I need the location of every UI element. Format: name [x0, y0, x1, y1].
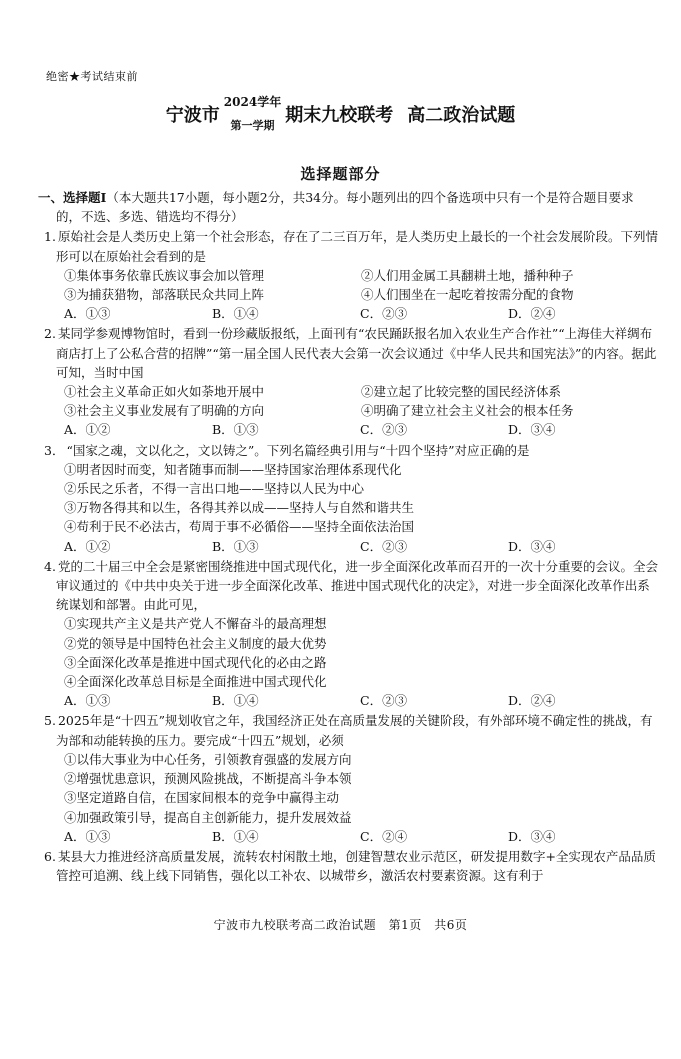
option-statement: ④全面深化改革总目标是全面推进中国式现代化 — [64, 674, 327, 690]
question-stem: 2025年是“十四五”规划收官之年，我国经济正处在高质量发展的关键阶段，有外部环境不确定性的挑战，有为部和动能转换的压力。要完成“十四五”规划，必须 — [56, 713, 653, 748]
answer-c: C．②③ — [360, 538, 408, 554]
question-1 — [38, 227, 658, 323]
answer-d: D．③④ — [508, 538, 556, 554]
option-statement: ②人们用金属工具翻耕土地，播种种子 — [361, 267, 574, 283]
answer-a: A．①② — [64, 538, 111, 554]
option-statement: ④明确了建立社会主义社会的根本任务 — [361, 403, 574, 419]
answer-choices — [38, 691, 658, 710]
title-year: 2024学年 — [223, 95, 282, 109]
option-statement: ②乐民之乐者，不得一言出口地——坚持以人民为中心 — [64, 481, 365, 497]
option-statement: ③社会主义事业发展有了明确的方向 — [64, 403, 265, 419]
question-6 — [38, 847, 658, 885]
option-statement: ③万物各得其和以生，各得其养以成——坚持人与自然和谐共生 — [64, 500, 415, 516]
option-statement: ①明者因时而变，知者随事而制——坚持国家治理体系现代化 — [64, 461, 402, 477]
question-number: 6. — [44, 848, 56, 864]
question-number: 2. — [44, 326, 56, 342]
question-4 — [38, 557, 658, 711]
intro-label: 一、选择题Ⅰ — [38, 190, 107, 205]
answer-b: B．①③ — [212, 538, 259, 554]
option-statement: ②建立起了比较完整的国民经济体系 — [361, 384, 562, 400]
title-semester: 第一学期 — [230, 119, 275, 132]
answer-choices — [38, 420, 658, 439]
option-statement: ④加强政策引导，提高自主创新能力，提升发展效益 — [64, 809, 352, 825]
question-number: 1. — [44, 229, 56, 245]
option-statement: ③坚定道路自信，在国家间根本的竞争中赢得主动 — [64, 790, 340, 806]
answer-choices — [38, 537, 658, 556]
title-year-stack — [224, 96, 281, 131]
question-stem: 党的二十届三中全会是紧密围绕推进中国式现代化，进一步全面深化改革而召开的一次十分重要的会议。全会审议通过的《中共中央关于进一步全面深化改革、推进中国式现代化的决定》，对进一步全面深化改革作出系统谋划和部署。由此可见， — [56, 558, 658, 613]
question-number: 5. — [44, 713, 56, 729]
answer-a: A．①③ — [64, 828, 111, 844]
question-stem: 某县大力推进经济高质量发展，流转农村闲散土地，创建智慧农业示范区，研发提用数字+全实现农产品品质管控可追溯、线上线下同销售，强化以工补农、以城带乡，激活农村要素资源。这有利于 — [56, 848, 656, 884]
option-statement: ①集体事务依靠氏族议事会加以管理 — [64, 267, 265, 283]
option-statement: ④人们围坐在一起吃着按需分配的食物 — [361, 287, 574, 303]
answer-d: D．③④ — [508, 828, 556, 844]
answer-c: C．②③ — [360, 693, 408, 709]
intro-text: （本大题共17小题，每小题2分，共34分。每小题列出的四个备选项中只有一个是符合题目要求的，不选、多选、错选均不得分） — [56, 190, 634, 225]
answer-b: B．①④ — [212, 693, 259, 709]
title-subject: 高二政治试题 — [407, 104, 516, 126]
answer-b: B．①④ — [212, 306, 259, 322]
question-5 — [38, 711, 658, 845]
title-city: 宁波市 — [165, 104, 220, 126]
section-title: 选择题部分 — [300, 165, 381, 183]
question-list — [38, 188, 658, 885]
option-statement: ③为捕获猎物，部落联民众共同上阵 — [64, 287, 265, 303]
answer-b: B．①③ — [212, 422, 259, 438]
answer-b: B．①④ — [212, 828, 259, 844]
question-number: 4. — [44, 558, 56, 574]
secret-label: 绝密★考试结束前 — [46, 70, 138, 83]
section-intro — [38, 188, 658, 226]
option-statement: ④苟利于民不必法古，苟周于事不必循俗——坚持全面依法治国 — [64, 519, 415, 535]
answer-c: C．②③ — [360, 422, 408, 438]
question-2 — [38, 324, 658, 439]
option-statement: ③全面深化改革是推进中国式现代化的必由之路 — [64, 654, 327, 670]
option-statement: ②增强忧患意识，预测风险挑战，不断提高斗争本领 — [64, 771, 352, 787]
answer-choices — [38, 304, 658, 323]
option-statement: ②党的领导是中国特色社会主义制度的最大优势 — [64, 635, 327, 651]
answer-a: A．①③ — [64, 693, 111, 709]
title-exam-name: 期末九校联考 — [285, 104, 394, 126]
question-stem: 原始社会是人类历史上第一个社会形态，存在了二三百万年，是人类历史上最长的一个社会发展阶段。下列情形可以在原始社会看到的是 — [56, 229, 658, 264]
question-stem: 某同学参观博物馆时，看到一份珍藏版报纸，上面刊有“农民踊跃报名加入农业生产合作社”“上海佳大祥绸布商店打上了公私合营的招牌”“第一届全国人民代表大会第一次会议通过《中华人民共和国宪法》”的内容。据此可知，当时中国 — [56, 326, 657, 380]
answer-a: A．①② — [64, 422, 111, 438]
answer-choices — [38, 827, 658, 846]
exam-title — [0, 96, 681, 131]
question-stem: “国家之魂，文以化之，文以铸之”。下列名篇经典引用与“十四个坚持”对应正确的是 — [66, 442, 530, 458]
answer-d: D．③④ — [508, 422, 556, 438]
option-statement: ①实现共产主义是共产党人不懈奋斗的最高理想 — [64, 616, 327, 632]
question-3 — [38, 441, 658, 556]
answer-d: D．②④ — [508, 693, 556, 709]
question-number: 3． — [44, 442, 65, 458]
option-statement: ①以伟大事业为中心任务，引领教育强盛的发展方向 — [64, 751, 352, 767]
option-statement: ①社会主义革命正如火如荼地开展中 — [64, 384, 265, 400]
answer-a: A．①③ — [64, 306, 111, 322]
answer-d: D．②④ — [508, 306, 556, 322]
answer-c: C．②④ — [360, 828, 408, 844]
page-footer: 宁波市九校联考高二政治试题 第1页 共6页 — [213, 918, 468, 932]
answer-c: C．②③ — [360, 306, 408, 322]
